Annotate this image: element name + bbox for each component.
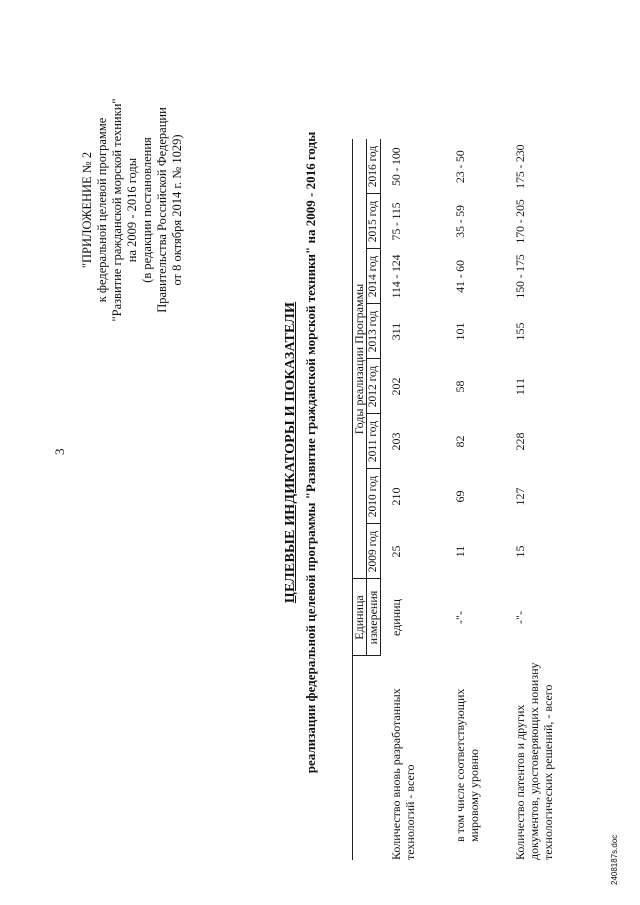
year-header: 2009 год — [367, 524, 381, 579]
indicator-value: 41 - 60 — [453, 260, 467, 293]
unit-header: измерения — [367, 579, 381, 656]
indicator-value: 25 — [389, 545, 403, 558]
indicator-value: 23 - 50 — [453, 150, 467, 184]
year-header: 2016 год — [367, 140, 381, 195]
document-subtitle: реализации федеральной целевой программы "Развитие гражданской морской техники" на 2009 - 2016 годы — [303, 131, 318, 774]
annex-line: Правительства Российской Федерации — [155, 107, 169, 313]
year-header: 2015 год — [367, 194, 381, 249]
indicator-value: 202 — [389, 377, 403, 396]
annex-line: от 8 октября 2014 г. № 1029) — [170, 134, 184, 286]
document-filename: 2408187s.doc — [610, 834, 619, 885]
year-header: 2014 год — [367, 249, 381, 304]
indicator-value: 127 — [513, 487, 527, 506]
indicator-value: 11 — [453, 545, 467, 558]
indicator-value: 111 — [513, 377, 527, 396]
years-group-header: Годы реализации Программы — [353, 140, 367, 580]
document-title: ЦЕЛЕВЫЕ ИНДИКАТОРЫ И ПОКАЗАТЕЛИ — [283, 301, 298, 604]
indicator-value: 203 — [389, 432, 403, 451]
indicator-name: Количество вновь разработанных технологий - всего — [388, 688, 417, 860]
year-header: 2010 год — [367, 469, 381, 524]
page-number: 3 — [52, 448, 67, 455]
year-header: 2012 год — [367, 359, 381, 414]
annex-line: к федеральной целевой программе — [95, 117, 109, 303]
table-header-row — [353, 140, 367, 861]
indicator-value: 228 — [513, 432, 527, 451]
indicator-value: 69 — [453, 490, 467, 503]
indicator-value: 311 — [389, 322, 403, 341]
indicator-value: 75 - 115 — [389, 202, 403, 241]
indicator-value: 170 - 205 — [513, 199, 527, 244]
indicator-name-header — [353, 656, 381, 860]
indicator-value: 155 — [513, 322, 527, 341]
indicator-value: 150 - 175 — [513, 254, 527, 299]
table-row — [381, 140, 446, 861]
table-row — [505, 140, 573, 861]
indicators-table — [352, 140, 573, 861]
indicator-value: 50 - 100 — [389, 147, 403, 186]
indicator-value: 35 - 59 — [453, 205, 467, 238]
unit-header — [353, 579, 367, 656]
annex-line: на 2009 - 2016 годы — [125, 157, 139, 263]
table-row — [445, 140, 505, 861]
indicator-unit: -"- — [453, 611, 467, 624]
annex-line: (в редакции постановления — [140, 137, 154, 283]
indicator-unit: единиц — [389, 599, 403, 636]
year-header: 2011 год — [367, 414, 381, 469]
indicator-name: в том числе соответствующих мировому уровню — [453, 688, 481, 842]
indicator-value: 175 - 230 — [513, 144, 527, 189]
indicator-name: Количество патентов и других документов, удостоверяющих новизну технологических решений, - всего — [513, 662, 555, 860]
indicator-value: 101 — [453, 322, 467, 341]
annex-heading — [80, 45, 185, 375]
unit-header-line: Единица — [352, 595, 366, 640]
indicator-value: 58 — [453, 380, 467, 393]
year-header: 2013 год — [367, 304, 381, 359]
indicator-value: 15 — [513, 545, 527, 558]
indicator-value: 210 — [389, 487, 403, 506]
indicator-value: 82 — [453, 435, 467, 448]
annex-line: "Развитие гражданской морской техники" — [110, 98, 124, 322]
annex-line: "ПРИЛОЖЕНИЕ № 2 — [80, 151, 94, 269]
indicator-unit: -"- — [513, 611, 527, 624]
indicator-value: 114 - 124 — [389, 254, 403, 299]
